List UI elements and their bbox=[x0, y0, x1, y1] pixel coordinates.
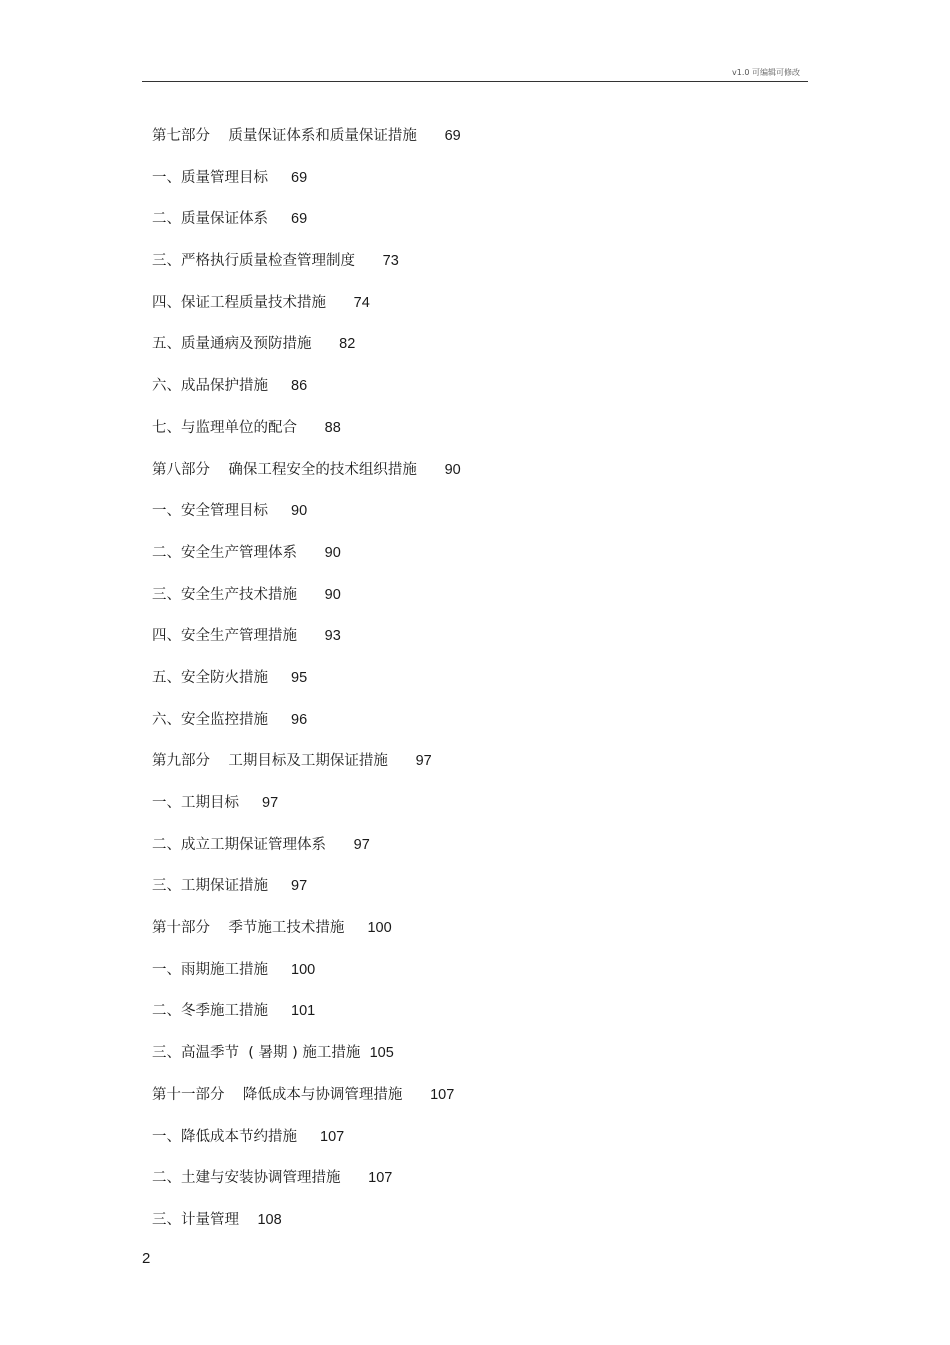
toc-entry-page: 108 bbox=[257, 1211, 282, 1228]
toc-entry-title: 六、成品保护措施 bbox=[152, 378, 268, 395]
toc-entry[interactable] bbox=[152, 208, 461, 250]
toc-entry[interactable] bbox=[152, 750, 461, 792]
toc-entry[interactable] bbox=[152, 250, 461, 292]
toc-entry-page: 97 bbox=[262, 795, 279, 811]
toc-entry-page: 93 bbox=[324, 628, 341, 645]
toc-entry[interactable] bbox=[152, 459, 461, 501]
toc-entry[interactable] bbox=[152, 584, 461, 626]
toc-entry-title: 四、保证工程质量技术措施 bbox=[152, 294, 326, 311]
toc-entry-title: 第十一部分 降低成本与协调管理措施 bbox=[152, 1086, 403, 1103]
toc-entry-title: 五、质量通病及预防措施 bbox=[152, 336, 312, 353]
toc-entry-page: 90 bbox=[291, 503, 308, 520]
toc-entry-title: 五、安全防火措施 bbox=[152, 669, 268, 686]
toc-entry-page: 107 bbox=[320, 1128, 345, 1145]
toc-entry-title: 二、安全生产管理体系 bbox=[152, 544, 297, 561]
toc-entry[interactable] bbox=[152, 417, 461, 459]
toc-entry-page: 82 bbox=[339, 336, 356, 353]
toc-entry-page: 74 bbox=[353, 294, 370, 311]
toc-entry-title: 二、质量保证体系 bbox=[152, 211, 268, 228]
page-number: 2 bbox=[142, 1250, 151, 1267]
toc-entry[interactable] bbox=[152, 333, 461, 375]
toc-entry-title: 第八部分 确保工程安全的技术组织措施 bbox=[152, 461, 417, 478]
toc-entry-page: 97 bbox=[415, 753, 432, 770]
toc-entry[interactable] bbox=[152, 709, 461, 751]
toc-entry-page: 100 bbox=[367, 920, 392, 937]
toc-entry[interactable] bbox=[152, 1209, 461, 1251]
toc-entry-title: 三、严格执行质量检查管理制度 bbox=[152, 253, 355, 270]
toc-entry-title: 一、工期目标 bbox=[152, 795, 239, 811]
toc-entry-page: 90 bbox=[324, 586, 341, 603]
toc-entry-title: 一、雨期施工措施 bbox=[152, 961, 268, 978]
toc-entry-title: 二、成立工期保证管理体系 bbox=[152, 836, 326, 853]
toc-entry-page: 100 bbox=[291, 961, 316, 978]
toc-entry-title: 三、计量管理 bbox=[152, 1211, 239, 1228]
toc-entry-title: 一、降低成本节约措施 bbox=[152, 1128, 297, 1145]
header-rule bbox=[142, 81, 808, 82]
toc-entry-title: 三、高温季节 ( 暑期 ) 施工措施 bbox=[152, 1045, 361, 1062]
toc-entry-page: 86 bbox=[291, 378, 308, 395]
toc-entry-title: 第九部分 工期目标及工期保证措施 bbox=[152, 753, 388, 770]
toc-entry[interactable] bbox=[152, 1042, 461, 1084]
toc-entry-title: 三、工期保证措施 bbox=[152, 878, 268, 895]
toc-entry-page: 90 bbox=[324, 544, 341, 561]
header-version-text: v1.0 可编辑可修改 bbox=[732, 68, 800, 77]
toc-entry-page: 88 bbox=[324, 419, 341, 436]
toc-entry[interactable] bbox=[152, 834, 461, 876]
toc-entry-page: 101 bbox=[291, 1003, 316, 1020]
toc-entry-page: 69 bbox=[291, 169, 308, 186]
toc-entry[interactable] bbox=[152, 667, 461, 709]
toc-entry[interactable] bbox=[152, 917, 461, 959]
toc-entry-title: 四、安全生产管理措施 bbox=[152, 628, 297, 645]
toc-entry-title: 二、土建与安装协调管理措施 bbox=[152, 1170, 341, 1187]
toc-entry-title: 第七部分 质量保证体系和质量保证措施 bbox=[152, 128, 417, 144]
toc-entry[interactable] bbox=[152, 1126, 461, 1168]
toc-entry[interactable] bbox=[152, 959, 461, 1001]
toc-entry[interactable] bbox=[152, 792, 461, 834]
toc-entry[interactable] bbox=[152, 875, 461, 917]
toc-entry-title: 三、安全生产技术措施 bbox=[152, 586, 297, 603]
toc-entry[interactable] bbox=[152, 625, 461, 667]
toc-entry-page: 96 bbox=[291, 711, 308, 728]
toc-entry-title: 二、冬季施工措施 bbox=[152, 1003, 268, 1020]
toc-entry-page: 97 bbox=[353, 836, 370, 853]
toc-entry[interactable] bbox=[152, 1000, 461, 1042]
toc-entry-page: 69 bbox=[444, 128, 461, 144]
toc-entry[interactable] bbox=[152, 1167, 461, 1209]
toc-entry-title: 一、安全管理目标 bbox=[152, 503, 268, 520]
toc-entry-title: 七、与监理单位的配合 bbox=[152, 419, 297, 436]
toc-entry-page: 90 bbox=[444, 461, 461, 478]
toc-entry-page: 97 bbox=[291, 878, 308, 895]
toc-entry[interactable] bbox=[152, 292, 461, 334]
toc-entry[interactable] bbox=[152, 500, 461, 542]
table-of-contents bbox=[152, 125, 461, 1251]
toc-entry[interactable] bbox=[152, 1084, 461, 1126]
toc-entry[interactable] bbox=[152, 125, 461, 167]
toc-entry-page: 107 bbox=[368, 1170, 393, 1187]
toc-entry[interactable] bbox=[152, 542, 461, 584]
toc-entry-page: 105 bbox=[369, 1045, 394, 1062]
toc-entry-title: 第十部分 季节施工技术措施 bbox=[152, 920, 345, 937]
toc-entry-title: 六、安全监控措施 bbox=[152, 711, 268, 728]
toc-entry-page: 107 bbox=[430, 1086, 455, 1103]
toc-entry-page: 95 bbox=[291, 669, 308, 686]
toc-entry-title: 一、质量管理目标 bbox=[152, 169, 268, 186]
toc-entry[interactable] bbox=[152, 167, 461, 209]
toc-entry[interactable] bbox=[152, 375, 461, 417]
toc-entry-page: 69 bbox=[291, 211, 308, 228]
toc-entry-page: 73 bbox=[382, 253, 399, 270]
